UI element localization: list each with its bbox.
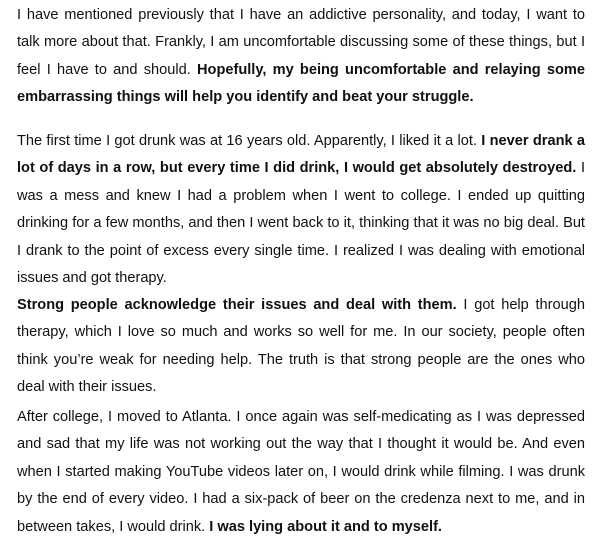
paragraph-1 [17,2,585,112]
paragraph-4 [17,404,585,541]
paragraph-1-bold-text: Hopefully, my being uncomfortable and relaying some embarrassing things will help you identify and beat your struggle. [17,61,585,106]
paragraph-3 [17,292,585,402]
paragraph-2-text-end: I was a mess and knew I had a problem when I went to college. I ended up quitting drinking for a few months, and then I went back to it, thinking that it was no big deal. But I drank to the point of excess every single time. I realized I was dealing with emotional issues and got therapy. [17,160,585,287]
paragraph-3-bold-text: Strong people acknowledge their issues and deal with them. [17,297,457,313]
paragraph-2 [17,128,585,292]
paragraph-2-text-start: The first time I got drunk was at 16 years old. Apparently, I liked it a lot. [17,133,482,149]
paragraph-4-bold-text: I was lying about it and to myself. [209,518,442,535]
paragraph-1-text: I have mentioned previously that I have an addictive personality, and today, I want to talk more about that. Frankly, I am uncomfortable discussing some of these things, but I feel I have to and should. [17,7,585,78]
paragraph-2-bold-text: I never drank a lot of days in a row, but every time I did drink, I would get absolutely destroyed. [17,133,585,177]
paragraph-4-text: After college, I moved to Atlanta. I once again was self-medicating as I was depressed and sad that my life was not working out the way that I thought it would be. And even when I started making YouTube videos later on, I would drink while filming. I was drunk by the end of every video. I had a six-pack of beer on the credenza next to me, and in between takes, I would drink. [17,409,585,535]
paragraph-3-text: I got help through therapy, which I love so much and works so well for me. In our society, people often think you’re weak for needing help. The truth is that strong people are the ones who deal with their issues. [17,297,586,396]
